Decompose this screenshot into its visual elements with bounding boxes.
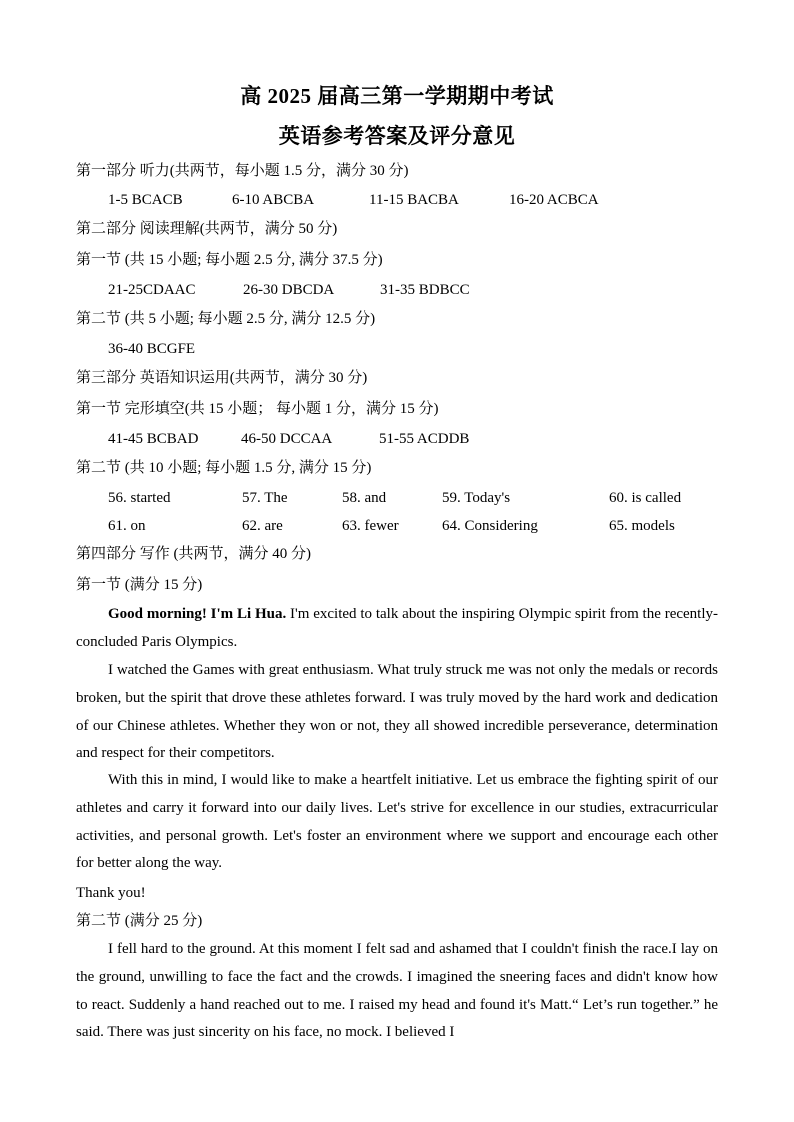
answer-group: 11-15 BACBA bbox=[369, 192, 459, 208]
part2-heading: 第二部分 阅读理解(共两节，满分 50 分) bbox=[76, 221, 338, 237]
grammar-answer: 59. Today's bbox=[442, 490, 511, 506]
part4-heading: 第四部分 写作 (共两节，满分 40 分) bbox=[76, 546, 311, 562]
essay2-paragraph: I fell hard to the ground. At this moment I felt sad and ashamed that I couldn't finish the race.I lay on the ground, unwilling to face the fact and the crowds. I imagined the sneering faces and didn't know how to react. Suddenly a hand reached out to me. I raised my head and found it's Matt.“ Let’s run together.” he said. There was just sincerity on his face, no mock. I believed I bbox=[76, 941, 718, 1041]
grammar-answer: 56. started bbox=[108, 490, 171, 506]
essay1-paragraph: Good morning! I'm Li Hua. I'm excited to talk about the inspiring Olympic spirit from the recently- concluded Paris Olympics. bbox=[76, 606, 718, 650]
grammar-answer: 65. models bbox=[609, 518, 675, 534]
essay1-paragraph: With this in mind, I would like to make a heartfelt initiative. Let us embrace the fighting spirit of our athletes and carry it forward into our daily lives. Let's strive for excellence in our studies, extracurricular activities, and personal growth. Let's foster an environment where we support and encourage each other for better along the way. bbox=[76, 772, 718, 872]
answer-group: 31-35 BDBCC bbox=[380, 282, 470, 298]
part1-heading: 第一部分 听力(共两节，每小题 1.5 分，满分 30 分) bbox=[76, 163, 409, 179]
answer-group: 1-5 BCACB bbox=[108, 192, 183, 208]
part4-section1-heading: 第一节 (满分 15 分) bbox=[76, 577, 203, 593]
page-title: 高 2025 届高三第一学期期中考试 bbox=[240, 84, 554, 108]
answer-group: 26-30 DBCDA bbox=[243, 282, 335, 298]
page-subtitle: 英语参考答案及评分意见 bbox=[278, 124, 516, 148]
greeting: Good morning! I'm Li Hua. bbox=[108, 606, 287, 622]
grammar-answer: 57. The bbox=[242, 490, 288, 506]
grammar-answer: 64. Considering bbox=[442, 518, 538, 534]
grammar-answer: 58. and bbox=[342, 490, 387, 506]
essay1-paragraph: I watched the Games with great enthusiasm. What truly struck me was not only the medals or records broken, but the spirit that drove these athletes forward. I was truly moved by the hard work and dedication of our Chinese athletes. Whether they won or not, they all showed incredible perseverance, determination and respect for their competitors. bbox=[76, 662, 718, 762]
answer-group: 46-50 DCCAA bbox=[241, 431, 333, 447]
answer-group: 21-25CDAAC bbox=[108, 282, 196, 298]
grammar-answer: 60. is called bbox=[609, 490, 682, 506]
part3-section2-heading: 第二节 (共 10 小题; 每小题 1.5 分, 满分 15 分) bbox=[76, 460, 372, 476]
part3-heading: 第三部分 英语知识运用(共两节，满分 30 分) bbox=[76, 370, 368, 386]
answer-group: 16-20 ACBCA bbox=[509, 192, 599, 208]
answer-group: 41-45 BCBAD bbox=[108, 431, 199, 447]
answer-group: 51-55 ACDDB bbox=[379, 431, 470, 447]
part3-section1-heading: 第一节 完形填空(共 15 小题； 每小题 1 分，满分 15 分) bbox=[76, 401, 439, 417]
grammar-answer: 62. are bbox=[242, 518, 283, 534]
part2-section2-heading: 第二节 (共 5 小题; 每小题 2.5 分, 满分 12.5 分) bbox=[76, 311, 376, 327]
answer-group: 36-40 BCGFE bbox=[108, 341, 196, 357]
part2-section1-heading: 第一节 (共 15 小题; 每小题 2.5 分, 满分 37.5 分) bbox=[76, 252, 383, 268]
grammar-answer: 63. fewer bbox=[342, 518, 399, 534]
answer-group: 6-10 ABCBA bbox=[232, 192, 315, 208]
part4-section2-heading: 第二节 (满分 25 分) bbox=[76, 913, 203, 929]
grammar-answer: 61. on bbox=[108, 518, 146, 534]
essay1-closing: Thank you! bbox=[76, 885, 146, 901]
